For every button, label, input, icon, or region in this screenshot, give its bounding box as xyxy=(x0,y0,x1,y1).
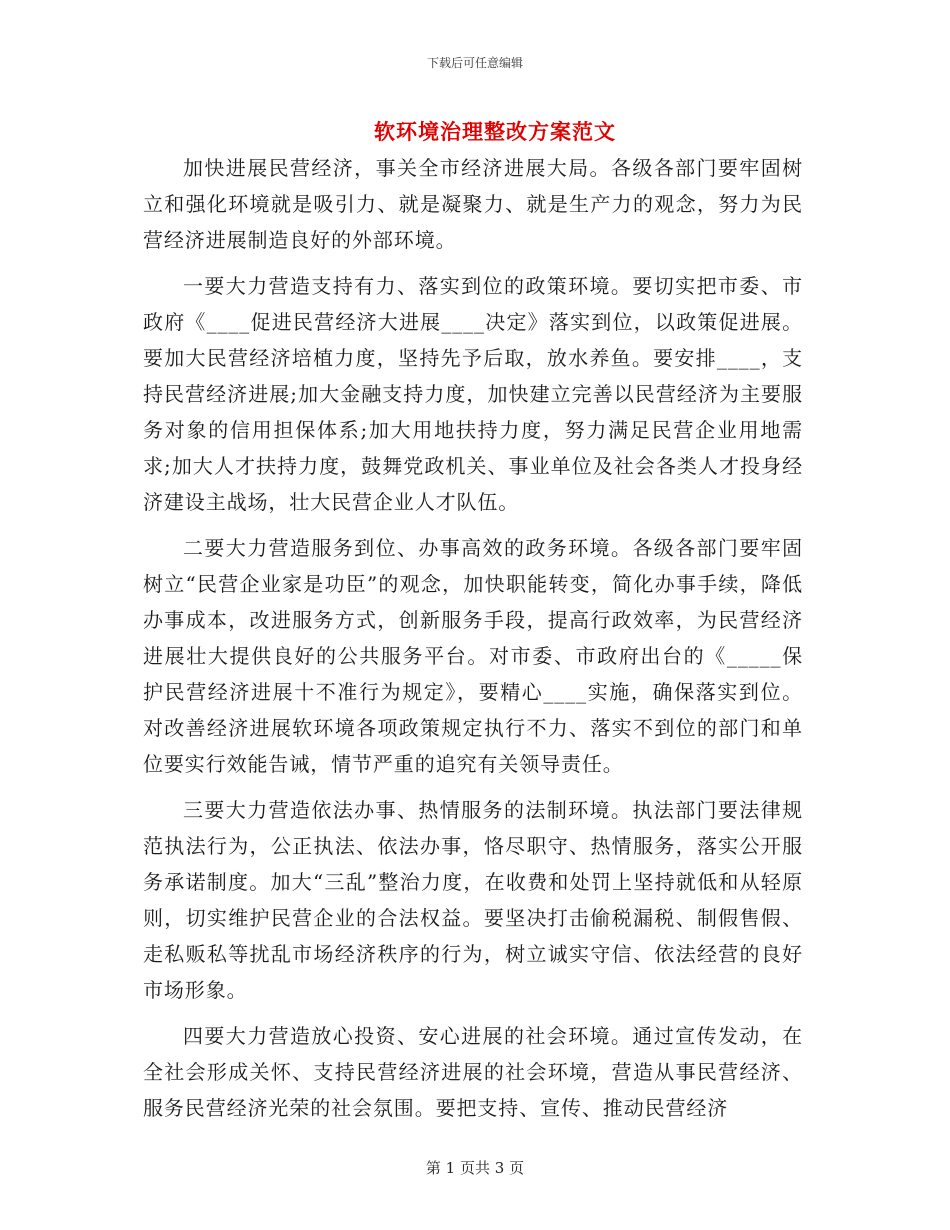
document-body xyxy=(143,150,803,1136)
paragraph: 一要大力营造支持有力、落实到位的政策环境。要切实把市委、市政府《____促进民营经济大进展____决定》落实到位，以政策促进展。要加大民营经济培植力度，坚持先予后取，放水养鱼。要安排____，支持民营经济进展;加大金融支持力度，加快建立完善以民营经济为主要服务对象的信用担保体系;加大用地扶持力度，努力满足民营企业用地需求;加大人才扶持力度，鼓舞党政机关、事业单位及社会各类人才投身经济建设主战场，壮大民营企业人才队伍。 xyxy=(143,274,803,514)
paragraph: 加快进展民营经济，事关全市经济进展大局。各级各部门要牢固树立和强化环境就是吸引力、就是凝聚力、就是生产力的观念，努力为民营经济进展制造良好的外部环境。 xyxy=(143,156,803,252)
paragraph: 四要大力营造放心投资、安心进展的社会环境。通过宣传发动，在全社会形成关怀、支持民营经济进展的社会环境，营造从事民营经济、服务民营经济光荣的社会氛围。要把支持、宣传、推动民营经济 xyxy=(143,1024,803,1120)
page-footer: 第 1 页共 3 页 xyxy=(425,1159,525,1177)
paragraph: 二要大力营造服务到位、办事高效的政务环境。各级各部门要牢固树立“民营企业家是功臣”的观念，加快职能转变，简化办事手续，降低办事成本，改进服务方式，创新服务手段，提高行政效率，为民营经济进展壮大提供良好的公共服务平台。对市委、市政府出台的《_____保护民营经济进展十不准行为规定》，要精心____实施，确保落实到位。对改善经济进展软环境各项政策规定执行不力、落实不到位的部门和单位要实行效能告诫，情节严重的追究有关领导责任。 xyxy=(143,536,803,776)
header-note: 下载后可任意编辑 xyxy=(426,56,523,70)
paragraph: 三要大力营造依法办事、热情服务的法制环境。执法部门要法律规范执法行为，公正执法、依法办事，恪尽职守、热情服务，落实公开服务承诺制度。加大“三乱”整治力度，在收费和处罚上坚持就低和从轻原则，切实维护民营企业的合法权益。要坚决打击偷税漏税、制假售假、走私贩私等扰乱市场经济秩序的行为，树立诚实守信、依法经营的良好市场形象。 xyxy=(143,798,803,1002)
document-title: 软环境治理整改方案范文 xyxy=(374,119,616,144)
